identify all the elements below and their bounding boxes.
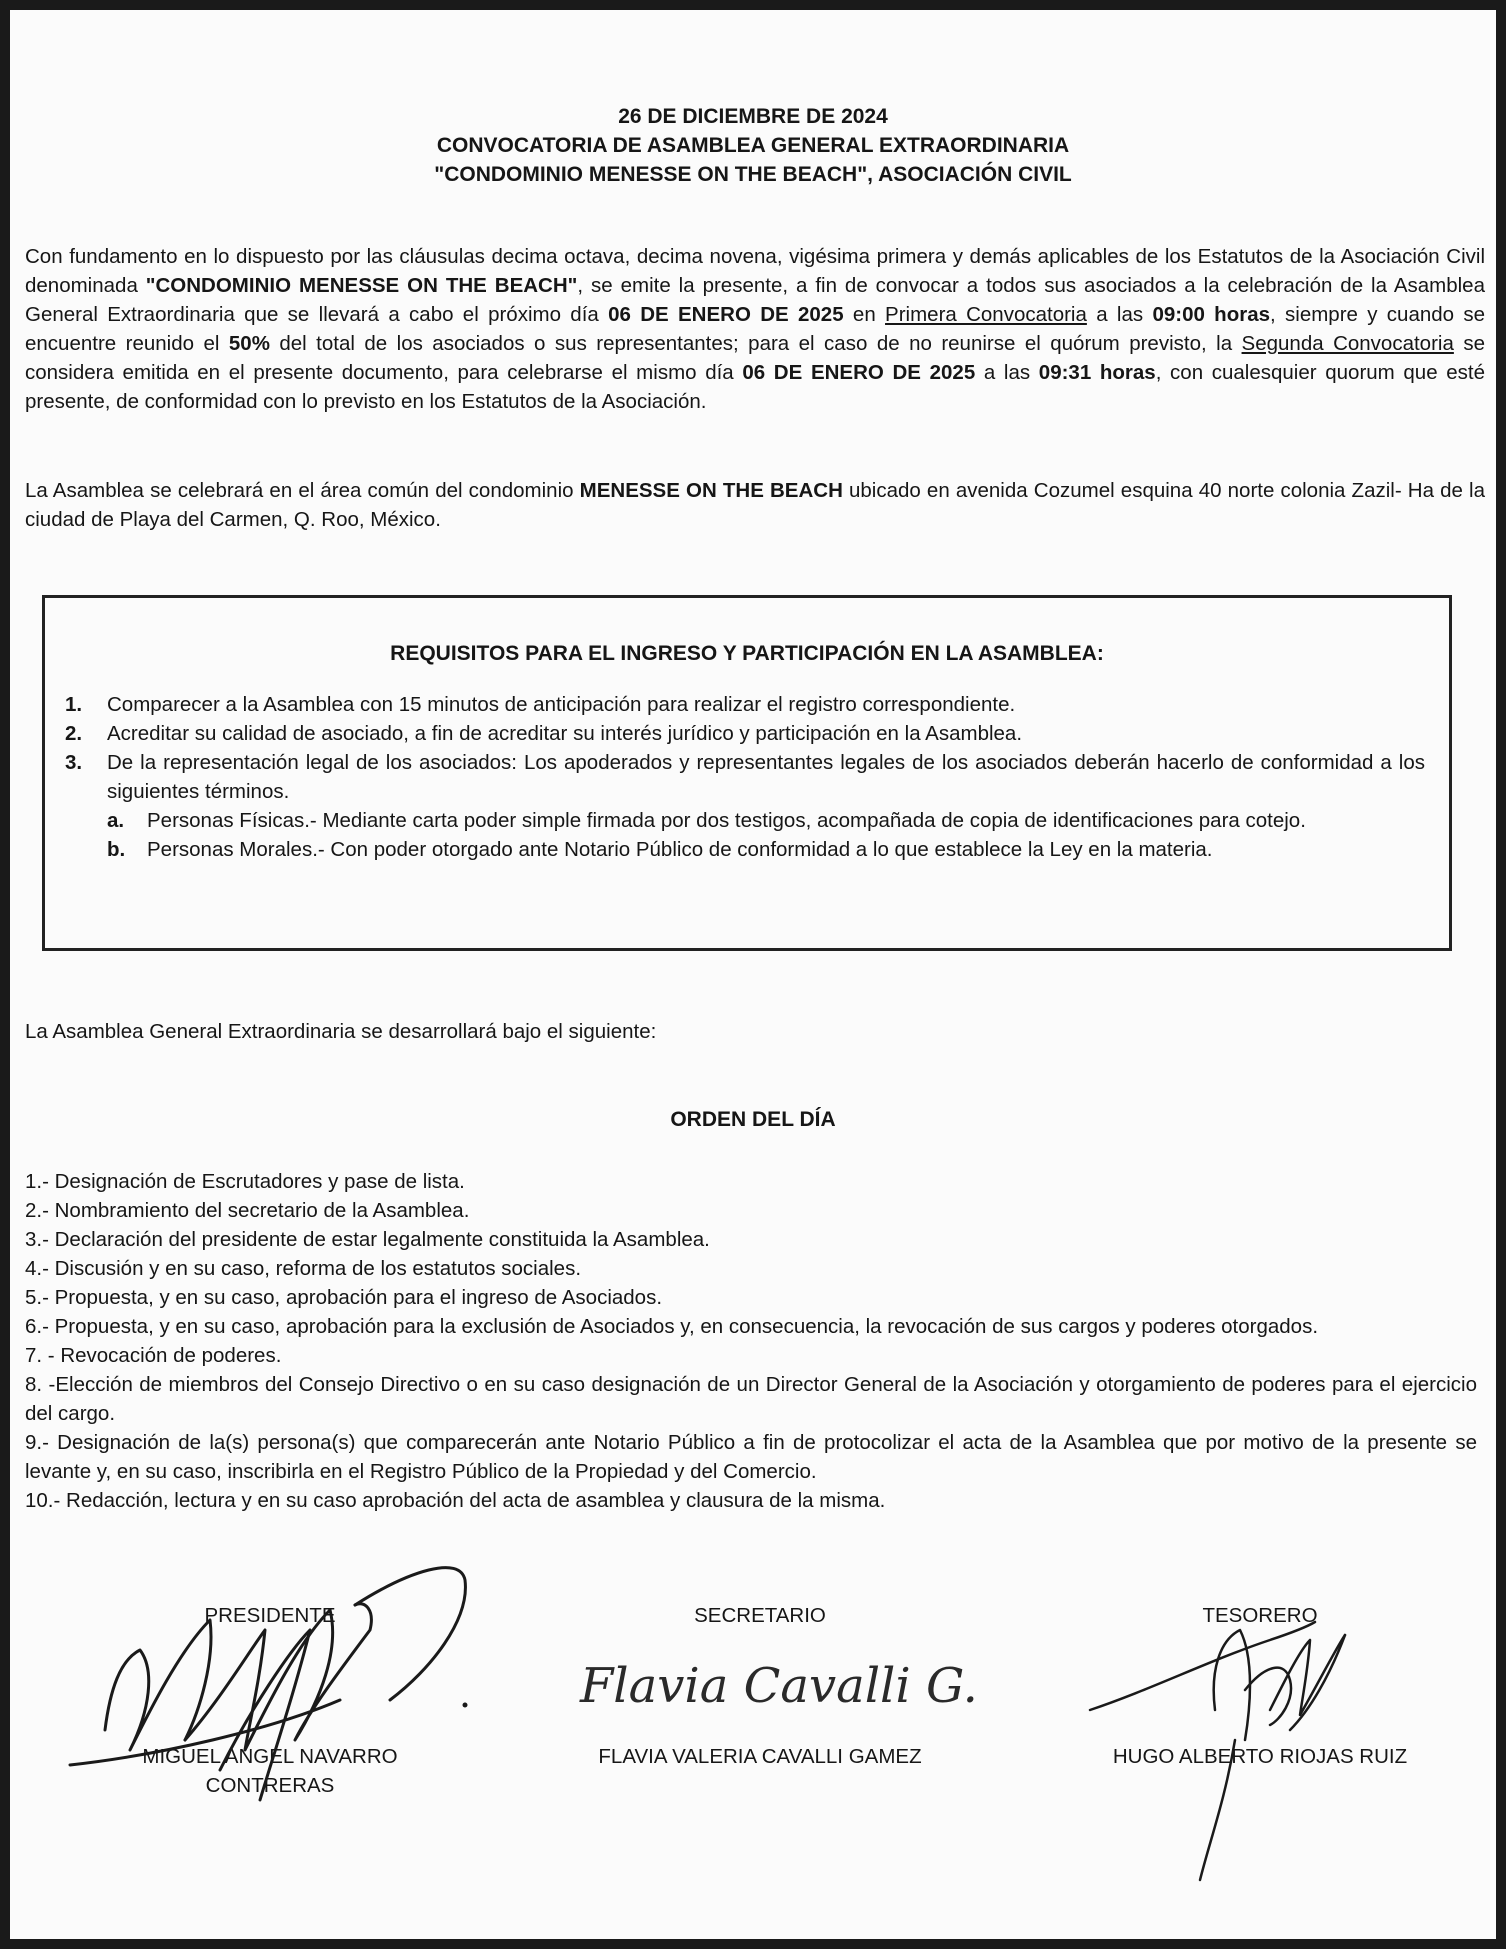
requirement-subitem <box>65 806 1425 835</box>
agenda-item: 6.- Propuesta, y en su caso, aprobación para la exclusión de Asociados y, en consecuencia, la revocación de sus cargos y poderes otorgados. <box>25 1315 1319 1338</box>
requirements-list <box>65 690 1425 864</box>
association-name: "CONDOMINIO MENESSE ON THE BEACH" <box>145 274 578 297</box>
requirement-number: 3. <box>65 751 83 774</box>
requirement-text: Comparecer a la Asamblea con 15 minutos de anticipación para realizar el registro correspondiente. <box>107 693 1016 716</box>
document-title: CONVOCATORIA DE ASAMBLEA GENERAL EXTRAORDINARIA <box>436 134 1070 157</box>
requirement-subitem <box>65 835 1425 864</box>
requirement-number: 1. <box>65 693 83 716</box>
agenda-item: 4.- Discusión y en su caso, reforma de los estatutos sociales. <box>25 1257 582 1280</box>
subitem-text: Con poder otorgado ante Notario Público de conformidad a lo que establece la Ley en la materia. <box>324 838 1213 861</box>
second-call-date: 06 DE ENERO DE 2025 <box>742 361 976 384</box>
subitem-label: Personas Físicas.- <box>147 809 317 832</box>
agenda-item: 9.- Designación de la(s) persona(s) que comparecerán ante Notario Público a fin de protocolizar el acta de la Asamblea que por motivo de la presente se levante y, en su caso, inscribirla en el Registro Público de la Propiedad y del Comercio. <box>25 1431 1477 1483</box>
requirement-item <box>65 748 1425 806</box>
subitem-label: Personas Morales.- <box>147 838 325 861</box>
text-segment: La Asamblea se celebrará en el área común del condominio <box>25 479 580 502</box>
quorum-percent: 50% <box>228 332 270 355</box>
text-segment: , siempre y cuando se encuentre reunido el <box>25 303 1486 355</box>
treasurer-name: HUGO ALBERTO RIOJAS RUIZ <box>1112 1745 1408 1768</box>
subitem-text: Mediante carta poder simple firmada por dos testigos, acompañada de copia de identificaciones para cotejo. <box>316 809 1306 832</box>
text-segment: a las <box>975 361 1039 384</box>
agenda-title: ORDEN DEL DÍA <box>670 1108 836 1131</box>
document-page <box>10 10 1496 1939</box>
requirements-title: REQUISITOS PARA EL INGRESO Y PARTICIPACIÓN EN LA ASAMBLEA: <box>390 642 1104 665</box>
location-paragraph <box>25 476 1485 534</box>
requirement-item <box>65 719 1425 748</box>
second-call-label: Segunda Convocatoria <box>1241 332 1454 355</box>
document-header <box>10 102 1496 189</box>
text-segment: , se emite la presente, a fin de convocar a todos sus asociados a la celebración de la Asamblea General Extraordinaria que se llevará a cabo el próximo día <box>25 274 1485 326</box>
text-segment: ubicado en avenida Cozumel esquina 40 norte colonia Zazil- Ha de la ciudad de Playa del Carmen, Q. Roo, México. <box>25 479 1485 531</box>
condominium-name: MENESSE ON THE BEACH <box>579 479 843 502</box>
text-segment: Con fundamento en lo dispuesto por las cláusulas decima octava, decima novena, vigésima primera y demás aplicables de los Estatutos de la Asociación Civil denominada <box>25 245 1485 297</box>
agenda-item: 7. - Revocación de poderes. <box>25 1344 282 1367</box>
president-name <box>90 1742 450 1800</box>
agenda-item: 1.- Designación de Escrutadores y pase de lista. <box>25 1170 465 1193</box>
president-role: PRESIDENTE <box>204 1604 336 1627</box>
first-call-time: 09:00 horas <box>1152 303 1271 326</box>
first-call-label: Primera Convocatoria <box>885 303 1087 326</box>
subitem-letter: b. <box>107 838 126 861</box>
meeting-date: 06 DE ENERO DE 2025 <box>608 303 844 326</box>
text-segment: del total de los asociados o sus representantes; para el caso de no reunirse el quórum previsto, la <box>269 332 1242 355</box>
agenda-item: 5.- Propuesta, y en su caso, aprobación para el ingreso de Asociados. <box>25 1286 663 1309</box>
requirement-number: 2. <box>65 722 83 745</box>
subitem-letter: a. <box>107 809 125 832</box>
agenda-item: 8. -Elección de miembros del Consejo Directivo o en su caso designación de un Director General de la Asociación y otorgamiento de poderes para el ejercicio del cargo. <box>25 1373 1477 1425</box>
document-subtitle: "CONDOMINIO MENESSE ON THE BEACH", ASOCIACIÓN CIVIL <box>434 163 1072 186</box>
agenda-item: 2.- Nombramiento del secretario de la Asamblea. <box>25 1199 470 1222</box>
agenda-intro: La Asamblea General Extraordinaria se desarrollará bajo el siguiente: <box>25 1020 657 1043</box>
document-date: 26 DE DICIEMBRE DE 2024 <box>618 105 888 128</box>
agenda-list <box>25 1167 1477 1515</box>
secretary-signature <box>579 1658 978 1714</box>
secretary-name: FLAVIA VALERIA CAVALLI GAMEZ <box>598 1745 922 1768</box>
requirement-item <box>65 690 1425 719</box>
agenda-item: 3.- Declaración del presidente de estar legalmente constituida la Asamblea. <box>25 1228 710 1251</box>
requirement-text: De la representación legal de los asociados: Los apoderados y representantes legales de los asociados deberán hacerlo de conformidad a los siguientes términos. <box>107 751 1425 803</box>
secretary-role: SECRETARIO <box>694 1604 826 1627</box>
text-segment: se considera emitida en el presente documento, para celebrarse el mismo día <box>25 332 1485 384</box>
president-name-line1: MIGUEL ANGEL NAVARRO <box>142 1745 398 1768</box>
requirements-box <box>42 595 1452 951</box>
convocation-paragraph <box>25 242 1485 416</box>
text-segment: a las <box>1086 303 1153 326</box>
text-segment: en <box>843 303 886 326</box>
second-call-time: 09:31 horas <box>1038 361 1156 384</box>
president-name-line2: CONTRERAS <box>205 1774 335 1797</box>
text-segment: , con cualesquier quorum que esté presente, de conformidad con lo previsto en los Estatutos de la Asociación. <box>25 361 1486 413</box>
agenda-item: 10.- Redacción, lectura y en su caso aprobación del acta de asamblea y clausura de la misma. <box>25 1489 886 1512</box>
signature-dot <box>463 1703 468 1708</box>
requirement-text: Acreditar su calidad de asociado, a fin de acreditar su interés jurídico y participación en la Asamblea. <box>107 722 1023 745</box>
treasurer-role: TESORERO <box>1202 1604 1318 1627</box>
secretary-handwriting: Flavia Cavalli G. <box>580 1658 978 1714</box>
